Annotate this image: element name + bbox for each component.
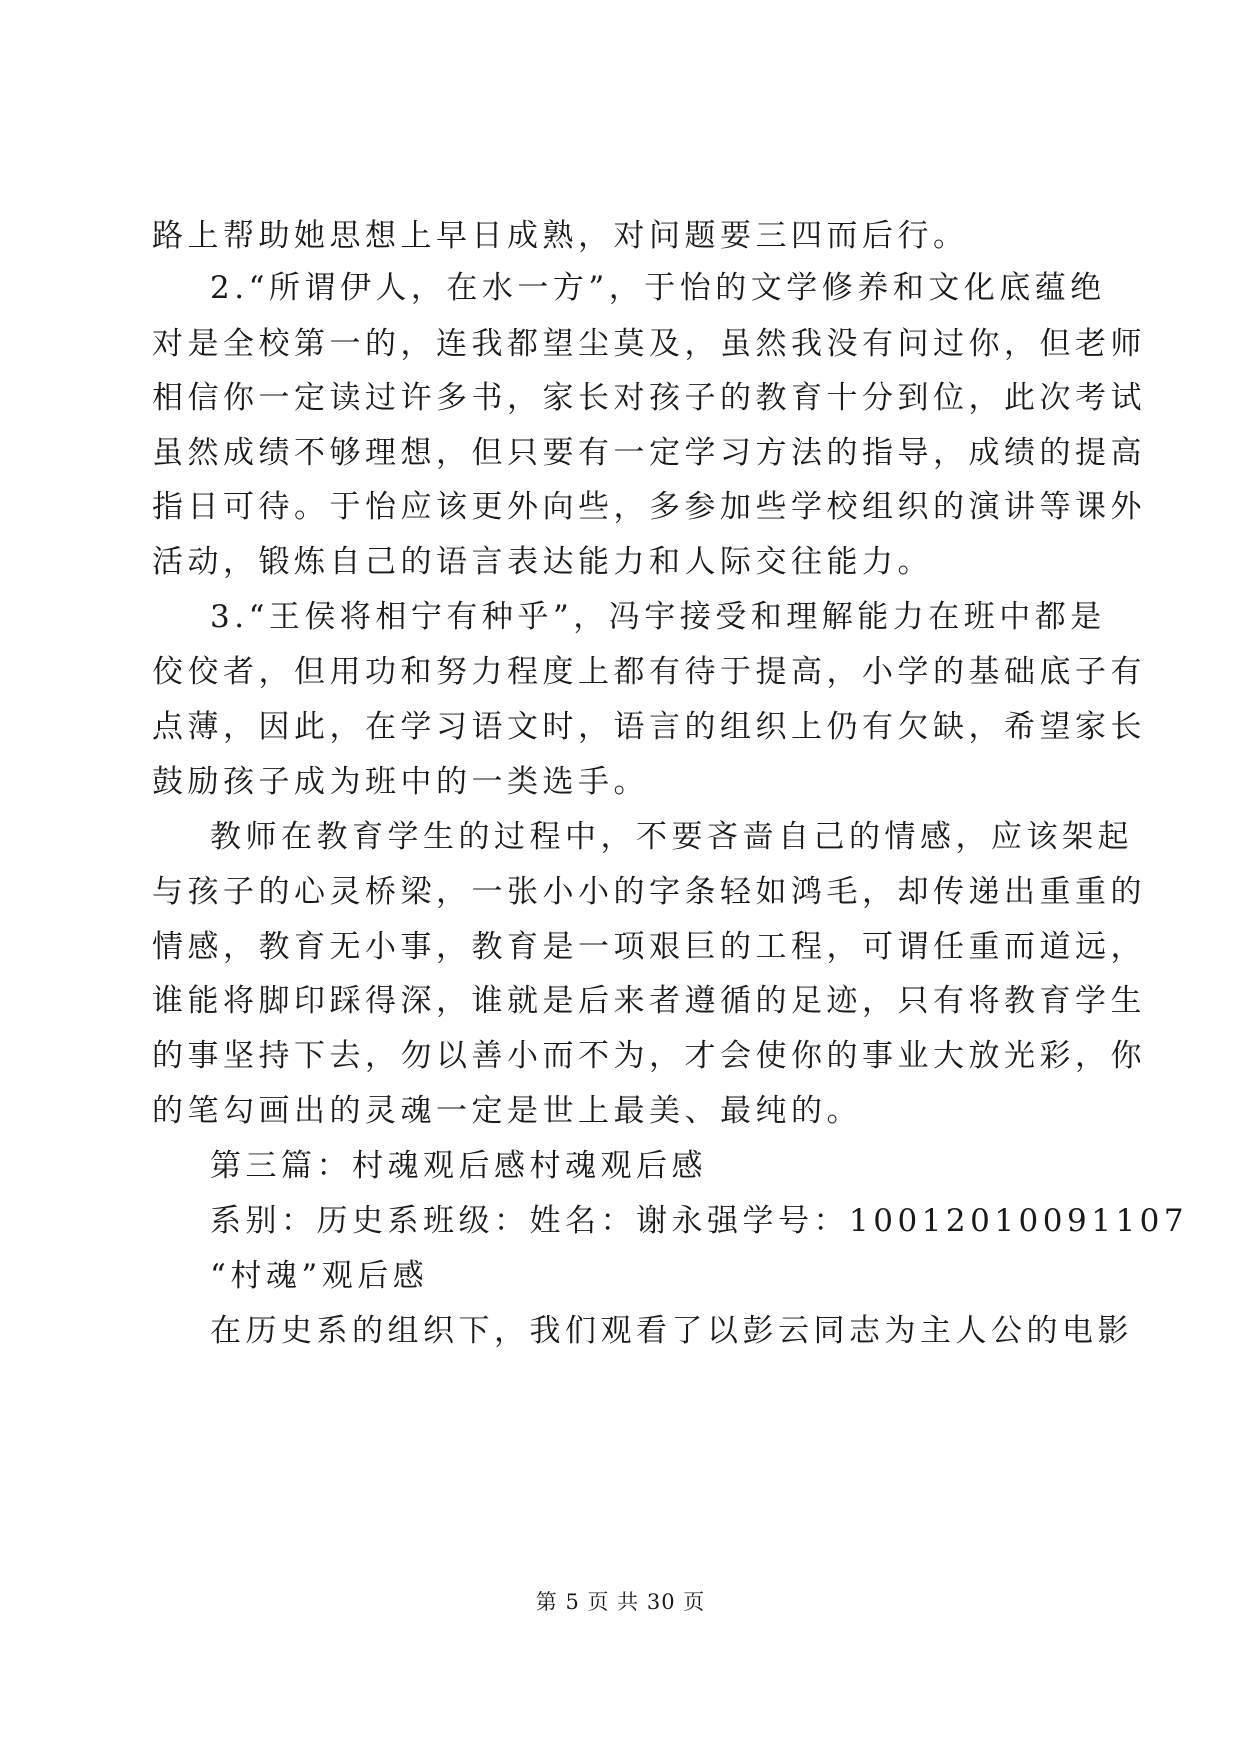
text-line: 谁能将脚印踩得深，谁就是后来者遵循的足迹，只有将教育学生 [152,983,1146,1019]
text-line: 2.“所谓伊人，在水一方”，于怡的文学修养和文化底蕴绝 [210,270,1106,306]
text-line: 相信你一定读过许多书，家长对孩子的教育十分到位，此次考试 [152,380,1146,416]
essay-title: “村魂”观后感 [210,1258,429,1294]
text-line: 佼佼者，但用功和努力程度上都有待于提高，小学的基础底子有 [152,654,1146,690]
text-line: 的事坚持下去，勿以善小而不为，才会使你的事业大放光彩，你 [152,1038,1146,1074]
student-info: 系别：历史系班级：姓名：谢永强学号：10012010091107 [210,1203,1189,1239]
page-number-footer: 第 5 页 共 30 页 [535,1590,706,1614]
text-line: 教师在教育学生的过程中，不要吝啬自己的情感，应该架起 [210,819,1133,855]
text-line: 路上帮助她思想上早日成熟，对问题要三四而后行。 [152,218,969,254]
text-line: 的笔勾画出的灵魂一定是世上最美、最纯的。 [152,1093,862,1129]
text-line: 对是全校第一的，连我都望尘莫及，虽然我没有问过你，但老师 [152,326,1146,362]
text-line: 活动，锻炼自己的语言表达能力和人际交往能力。 [152,544,933,580]
text-line: 情感，教育无小事，教育是一项艰巨的工程，可谓任重而道远， [152,929,1146,965]
text-line: 虽然成绩不够理想，但只要有一定学习方法的指导，成绩的提高 [152,435,1146,471]
text-line: 与孩子的心灵桥梁，一张小小的字条轻如鸿毛，却传递出重重的 [152,874,1146,910]
text-line: 鼓励孩子成为班中的一类选手。 [152,764,649,800]
text-line: 在历史系的组织下，我们观看了以彭云同志为主人公的电影 [210,1313,1133,1349]
text-line: 点薄，因此，在学习语文时，语言的组织上仍有欠缺，希望家长 [152,709,1146,745]
section-heading: 第三篇：村魂观后感村魂观后感 [210,1148,707,1184]
text-line: 指日可待。于怡应该更外向些，多参加些学校组织的演讲等课外 [152,489,1146,525]
text-line: 3.“王侯将相宁有种乎”，冯宇接受和理解能力在班中都是 [210,599,1106,635]
